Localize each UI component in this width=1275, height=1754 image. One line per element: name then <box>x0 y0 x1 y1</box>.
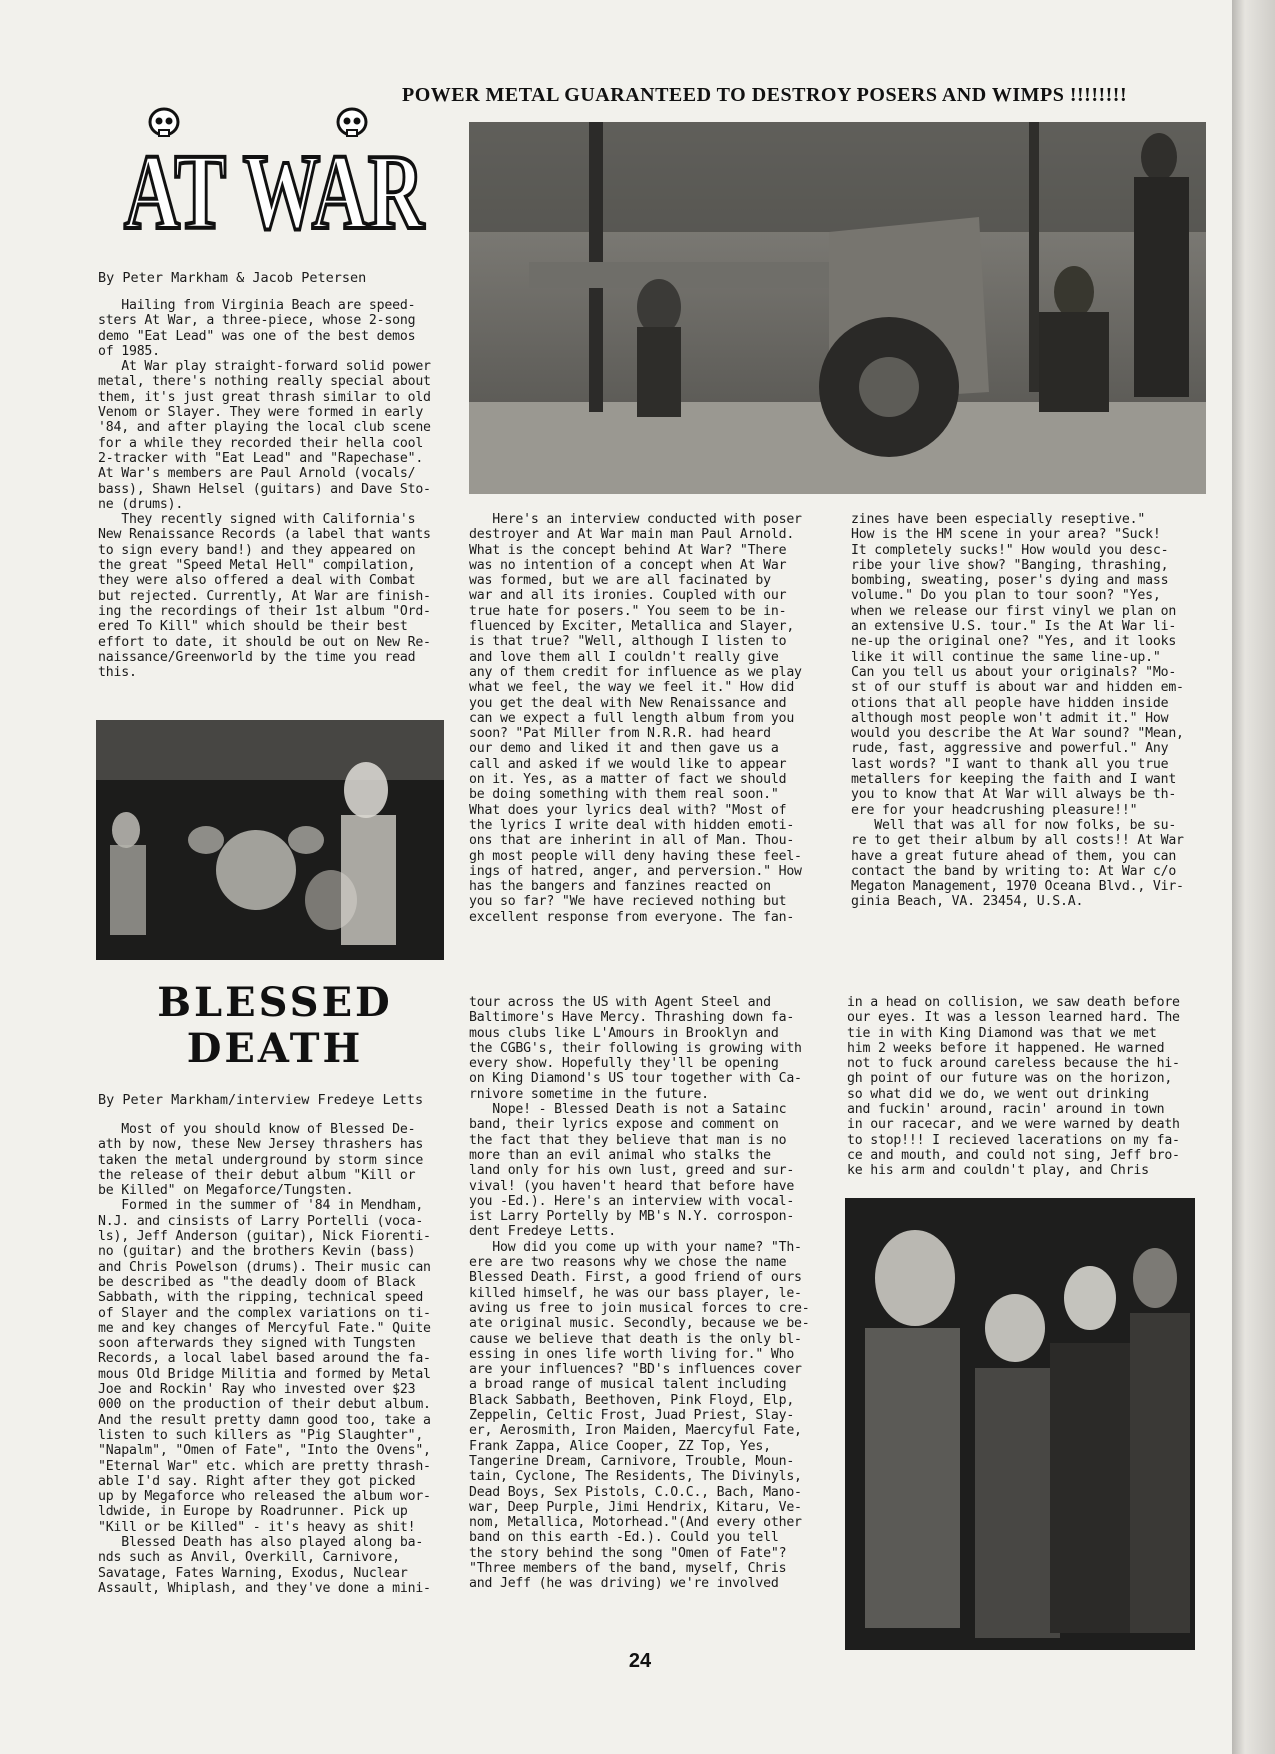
at-war-logo-text: AT WAR <box>124 133 425 252</box>
skull-icon <box>338 109 366 136</box>
band-member-figure <box>865 1230 960 1628</box>
blessed-death-column-2: tour across the US with Agent Steel and Baltimore's Have Mercy. Thrashing down fa- mous clubs like L'Amours in Brooklyn and the CGBG's, their following is growing with every show. Hopefully they'll be opening on King Diamond's US tour together with Ca- rnivore sometime in the future. Nope! - Blessed Death is not a Satainc band, their lyrics expose and comment on the fact that they believe that man is no more than an evil animal who stalks the land only for his own lust, greed and sur- vival! (you haven't heard that before have you -Ed.). Here's an interview with vocal- ist Larry Portelly by MB's N.Y. corrospon- dent Fredeye Letts. How did you come up with your name? "Th- ere are two reasons why we chose the name Blessed Death. First, a good friend of ours killed himself, he was our bass player, le- aving us free to join musical forces to cre- ate original music. Secondly, because we be- cause we believe that death is the only bl- essing in ones life worth living for." Who are your influences? "BD's influences cover a broad range of musical talent including Black Sabbath, Beethoven, Pink Floyd, Elp, Zeppelin, Celtic Frost, Juad Priest, Slay- er, Aerosmith, Iron Maiden, Maercyful Fate, Frank Zappa, Alice Cooper, ZZ Top, Yes, Tangerine Dream, Carnivore, Trouble, Moun- tain, Cyclone, The Residents, The Divinyls, Dead Boys, Sex Pistols, C.O.C., Bach, Mano- war, Deep Purple, Jimi Hendrix, Kitaru, Ve- nom, Metallica, Motorhead."(And every other band on this earth -Ed.). Could you tell the story behind the song "Omen of Fate"? "Three members of the band, myself, Chris and Jeff (he was driving) we're involved <box>469 995 810 1592</box>
tree-trunk <box>1029 122 1039 392</box>
blessed-death-title-line-2: DEATH <box>186 1025 364 1072</box>
blessed-death-title-line-1: BLESSED <box>157 979 393 1026</box>
page-banner: POWER METAL GUARANTEED TO DESTROY POSERS AND WIMPS !!!!!!!! <box>402 84 1128 106</box>
at-war-logo <box>124 100 444 250</box>
skull-icon <box>150 109 178 136</box>
at-war-byline: By Peter Markham & Jacob Petersen <box>98 270 367 286</box>
at-war-cannon-photo <box>469 122 1206 494</box>
page-edge <box>1232 0 1275 1754</box>
band-member-figure <box>637 279 681 417</box>
blessed-death-column-1: Most of you should know of Blessed De- ath by now, these New Jersey thrashers has taken the metal underground by storm since the release of their debut album "Kill or be Killed" on Megaforce/Tungsten. Formed in the summer of '84 in Mendham, N.J. and cinsists of Larry Portelli (voca- ls), Jeff Anderson (guitar), Nick Fiorenti- no (guitar) and the brothers Kevin (bass) and Chris Powelson (drums). Their music can be described as "the deadly doom of Black Sabbath, with the ripping, technical speed of Slayer and the complex variations on ti- me and key changes of Mercyful Fate." Quite soon afterwards they signed with Tungsten Records, a local label based around the fa- mous Old Bridge Militia and formed by Metal Joe and Rockin' Ray who invested over $23 000 on the production of their debut album. And the result pretty damn good too, take a listen to such killers as "Pig Slaughter", "Napalm", "Omen of Fate", "Into the Ovens", "Eternal War" etc. which are pretty thrash- able I'd say. Right after they got picked up by Megaforce who released the album wor- ldwide, in Europe by Roadrunner. Pick up "Kill or be Killed" - it's heavy as shit! Blessed Death has also played along ba- nds such as Anvil, Overkill, Carnivore, Savatage, Fates Warning, Exodus, Nuclear Assault, Whiplash, and they've done a mini- <box>98 1122 431 1596</box>
at-war-column-3: zines have been especially reseptive." How is the HM scene in your area? "Suck! It completely sucks!" How would you desc- ribe your live show? "Banging, thrashing, bombing, sweating, poser's dying and mass volume." Do you plan to tour soon? "Yes, when we release our first vinyl we plan on an extensive U.S. tour." Is the At War li- ne-up the original one? "Yes, and it looks like it will continue the same line-up." Can you tell us about your originals? "Mo- st of our stuff is about war and hidden em- otions that all people have hidden inside although most people won't admit it." How would you describe the At War sound? "Mean, rude, fast, aggressive and powerful." Any last words? "I want to thank all you true metallers for keeping the faith and I want you to know that At War will always be th- ere for your headcrushing pleasure!!" Well that was all for now folks, be su- re to get their album by all costs!! At War have a great future ahead of them, you can contact the band by writing to: At War c/o Megaton Management, 1970 Oceana Blvd., Vir- ginia Beach, VA. 23454, U.S.A. <box>851 512 1184 910</box>
at-war-column-1: Hailing from Virginia Beach are speed- sters At War, a three-piece, whose 2-song demo "Eat Lead" was one of the best demos of 1985. At War play straight-forward solid power metal, there's nothing really special about them, it's just great thrash similar to old Venom or Slayer. They were formed in early '84, and after playing the local club scene for a while they recorded their hella cool 2-tracker with "Eat Lead" and "Rapechase". At War's members are Paul Arnold (vocals/ bass), Shawn Helsel (guitars) and Dave Sto- ne (drums). They recently signed with California's New Renaissance Records (a label that wants to sign every band!) and they appeared on the great "Speed Metal Hell" compilation, they were also offered a deal with Combat but rejected. Currently, At War are finish- ing the recordings of their 1st album "Ord- ered To Kill" which should be their best effort to date, it should be out on New Re- naissance/Greenworld by the time you read this. <box>98 298 431 681</box>
blessed-death-column-3: in a head on collision, we saw death before our eyes. It was a lesson learned hard. The tie in with King Diamond was that we met him 2 weeks before it happened. He warned not to fuck around careless because the hi- gh point of our future was on the horizon, so what did we do, we went out drinking and fuckin' around, racin' around in town in our racecar, and we were warned by death to stop!!! I recieved lacerations on my fa- ce and mouth, and could not sing, Jeff bro- ke his arm and couldn't play, and Chris <box>847 995 1180 1179</box>
at-war-column-2: Here's an interview conducted with poser destroyer and At War main man Paul Arnold. What is the concept behind At War? "There was no intention of a concept when At War was formed, but we are all facinated by war and all its ironies. Coupled with our true hate for posers." You seem to be in- fluenced by Exciter, Metallica and Slayer, is that true? "Well, although I listen to and love them all I couldn't really give any of them credit for influence as we play what we feel, the way we feel it." How did you get the deal with New Renaissance and can we expect a full length album from you soon? "Pat Miller from N.R.R. had heard our demo and liked it and then gave us a call and asked if we would like to appear on it. Yes, as a matter of fact we should be doing something with them real soon." What does your lyrics deal with? "Most of the lyrics I write deal with hidden emoti- ons that are inherint in all of Man. Thou- gh most people will deny having these feel- ings of hatred, anger, and perversion." How has the bangers and fanzines reacted on you so far? "We have recieved nothing but excellent response from everyone. The fan- <box>469 512 802 925</box>
blessed-death-title <box>110 980 440 1072</box>
page-number: 24 <box>628 1650 652 1672</box>
at-war-live-photo <box>96 720 444 960</box>
blessed-death-band-photo <box>845 1198 1195 1650</box>
band-member-figure <box>341 762 396 945</box>
blessed-death-byline: By Peter Markham/interview Fredeye Letts <box>98 1092 424 1108</box>
